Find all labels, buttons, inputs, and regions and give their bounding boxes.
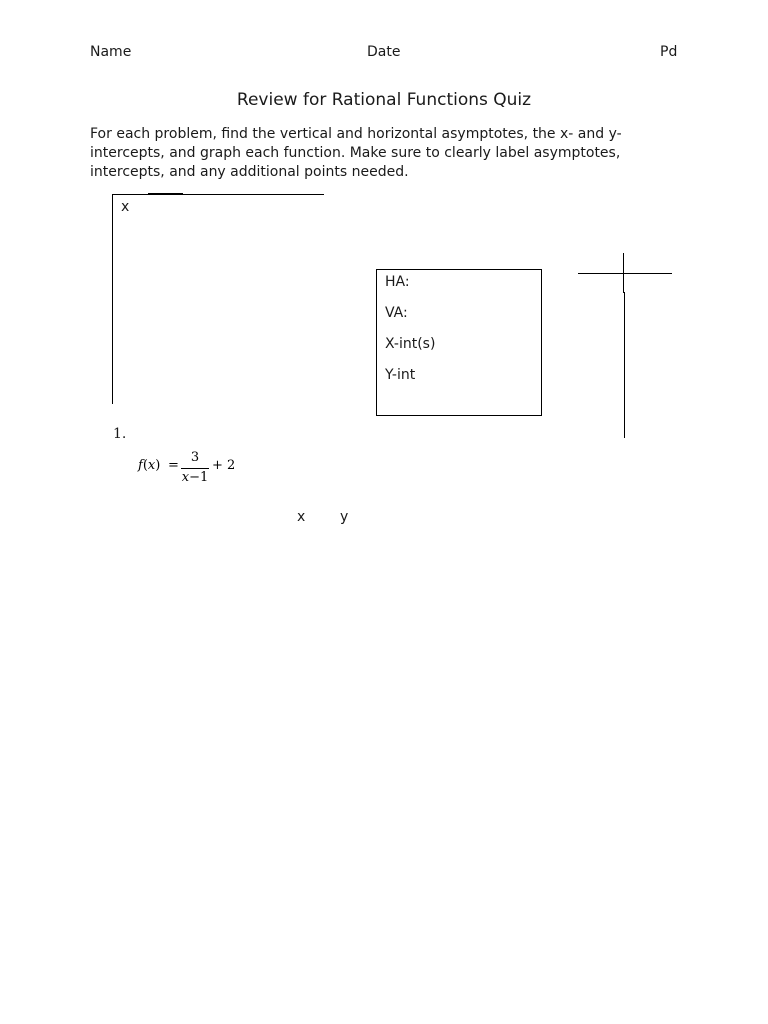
y-axis-top-segment: [623, 253, 624, 293]
table-x-label: x: [121, 199, 130, 215]
date-label: Date: [367, 44, 401, 60]
y-axis-bottom-segment: [624, 292, 625, 438]
table-top-accent: [148, 193, 183, 195]
va-label: VA:: [385, 305, 408, 321]
x-axis-line: [578, 273, 672, 274]
problem-formula: [138, 450, 248, 490]
yint-label: Y-int: [385, 367, 416, 383]
formula-denominator: [179, 470, 211, 485]
xint-label: X-int(s): [385, 336, 436, 352]
formula-lhs: [138, 458, 160, 473]
name-label: Name: [90, 44, 132, 60]
table-left-border: [112, 194, 113, 404]
period-label: Pd: [660, 44, 678, 60]
formula-close-paren: ): [155, 458, 161, 473]
fraction-bar: [181, 468, 209, 469]
instructions-paragraph: For each problem, find the vertical and horizontal asymptotes, the x- and y-intercepts, and graph each function. Make sure to clearly label asymptotes, intercepts, and any additional points needed.: [90, 126, 622, 180]
formula-open-paren: (: [142, 458, 148, 473]
formula-tail: + 2: [212, 458, 236, 473]
xy-table-y-label: y: [340, 509, 349, 525]
problem-number: 1.: [113, 426, 127, 442]
formula-den-rest: −1: [189, 470, 209, 485]
formula-den-x: x: [181, 470, 190, 485]
formula-lhs-x: x: [147, 458, 156, 473]
page-title: Review for Rational Functions Quiz: [236, 90, 532, 110]
formula-f: f: [138, 458, 143, 473]
xy-table-x-label: x: [297, 509, 306, 525]
answer-box: [376, 269, 542, 416]
table-top-border: [113, 194, 324, 195]
ha-label: HA:: [385, 274, 410, 290]
formula-equals: =: [168, 458, 179, 473]
formula-numerator: 3: [190, 450, 200, 465]
